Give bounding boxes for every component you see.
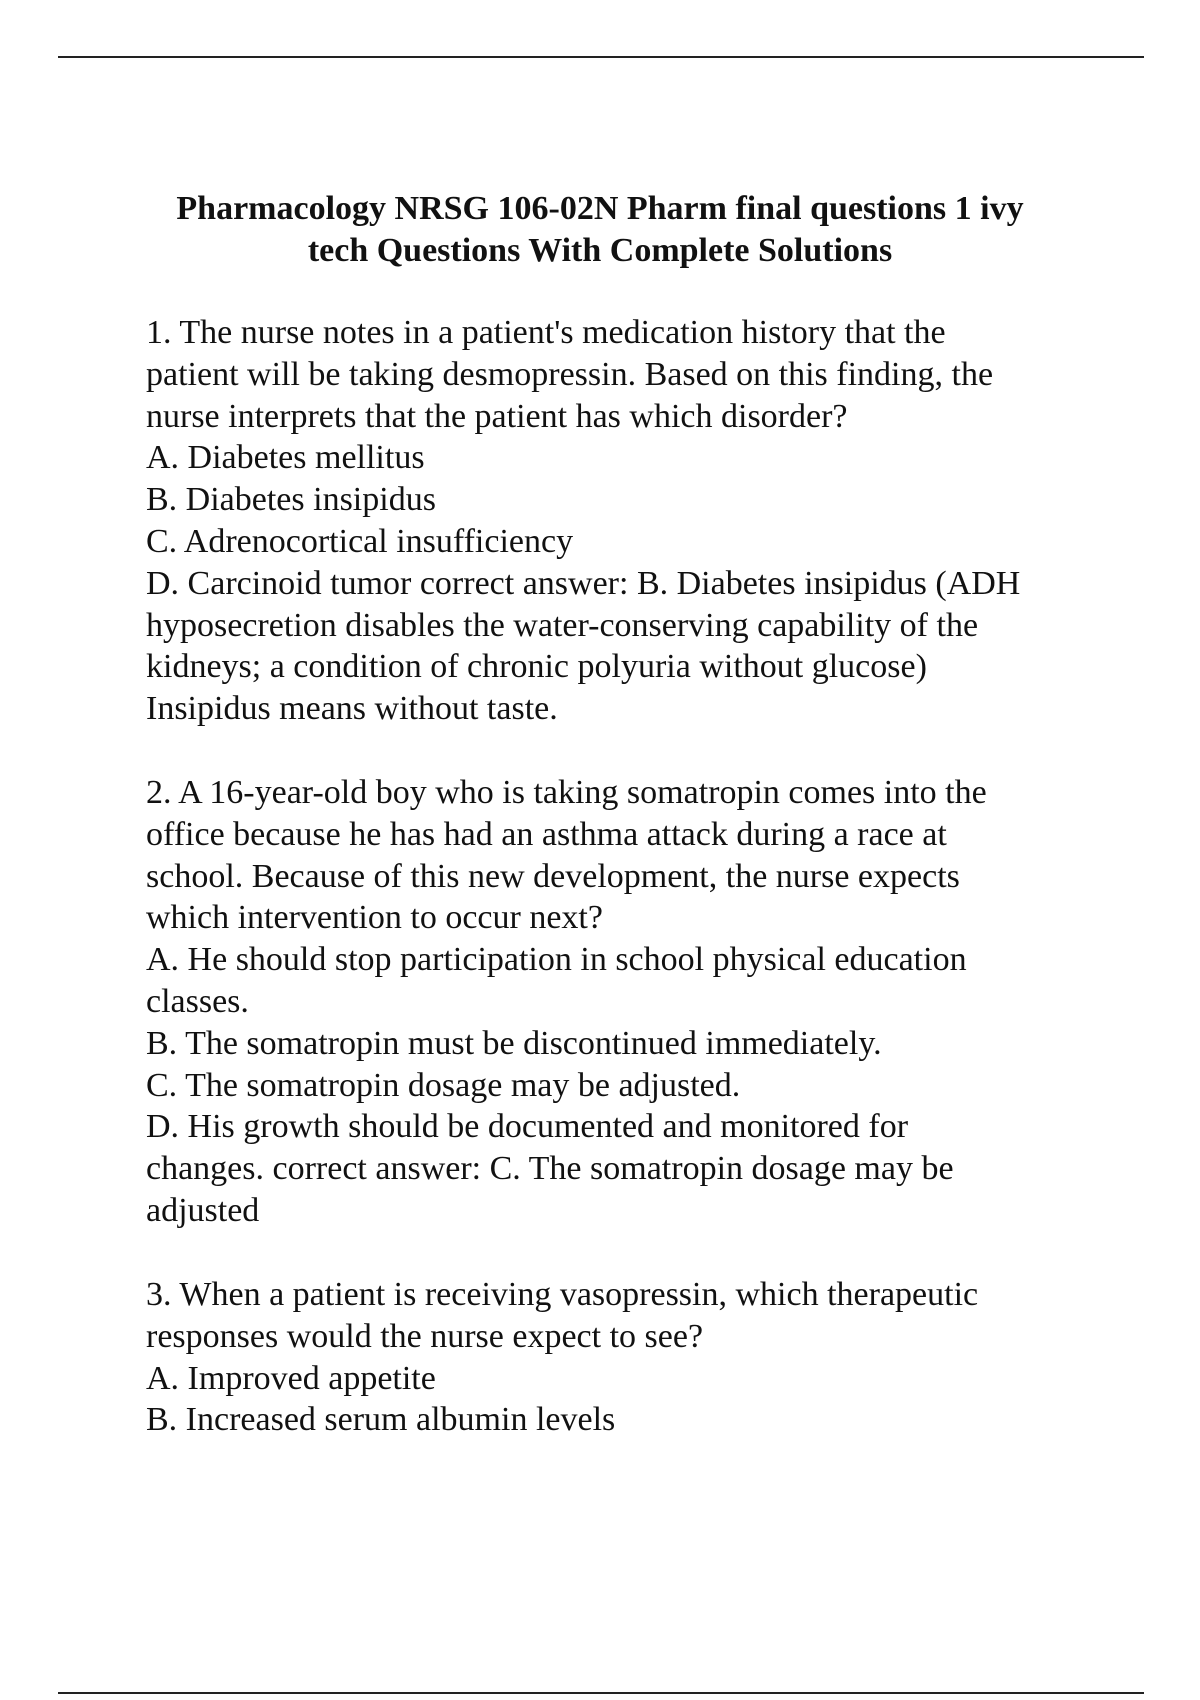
answer-option: A. Improved appetite	[146, 1359, 436, 1397]
question-text-line: 1. The nurse notes in a patient's medication history that the	[146, 314, 946, 351]
question-2	[146, 772, 1126, 1232]
answer-explanation-line: adjusted	[146, 1191, 260, 1229]
question-text-line: patient will be taking desmopressin. Based on this finding, the	[146, 355, 994, 393]
answer-explanation-line: changes. correct answer: C. The somatropin dosage may be	[146, 1150, 954, 1188]
answer-option: B. The somatropin must be discontinued immediately.	[146, 1024, 882, 1062]
question-text-line: which intervention to occur next?	[146, 899, 603, 937]
question-text-line: 2. A 16-year-old boy who is taking somatropin comes into the	[146, 774, 987, 811]
answer-option: C. Adrenocortical insufficiency	[146, 522, 574, 560]
question-text-line: office because he has had an asthma attack during a race at	[146, 815, 947, 853]
title-line: tech Questions With Complete Solutions	[307, 232, 893, 269]
question-text-line: school. Because of this new development, the nurse expects	[146, 857, 960, 895]
header-rule	[58, 56, 1144, 58]
answer-option: D. Carcinoid tumor correct answer: B. Diabetes insipidus (ADH	[146, 564, 1021, 602]
answer-option: D. His growth should be documented and monitored for	[146, 1108, 909, 1146]
answer-explanation-line: Insipidus means without taste.	[146, 690, 558, 728]
title-line: Pharmacology NRSG 106-02N Pharm final questions 1 ivy	[176, 190, 1024, 227]
answer-option: classes.	[146, 982, 249, 1020]
answer-option: B. Diabetes insipidus	[146, 481, 436, 519]
question-text-line: 3. When a patient is receiving vasopressin, which therapeutic	[146, 1276, 979, 1313]
answer-option: A. Diabetes mellitus	[146, 439, 425, 477]
answer-explanation-line: kidneys; a condition of chronic polyuria without glucose)	[146, 648, 927, 686]
question-text-line: nurse interprets that the patient has which disorder?	[146, 397, 848, 435]
answer-option: A. He should stop participation in school physical education	[146, 941, 967, 979]
footer-rule	[58, 1692, 1144, 1694]
answer-option: C. The somatropin dosage may be adjusted.	[146, 1066, 741, 1104]
question-1	[146, 312, 1126, 730]
question-text-line: responses would the nurse expect to see?	[146, 1317, 704, 1355]
answer-option: B. Increased serum albumin levels	[146, 1401, 616, 1439]
document-title	[100, 188, 1100, 272]
question-3	[146, 1274, 1126, 1441]
answer-explanation-line: hyposecretion disables the water-conserving capability of the	[146, 606, 979, 644]
